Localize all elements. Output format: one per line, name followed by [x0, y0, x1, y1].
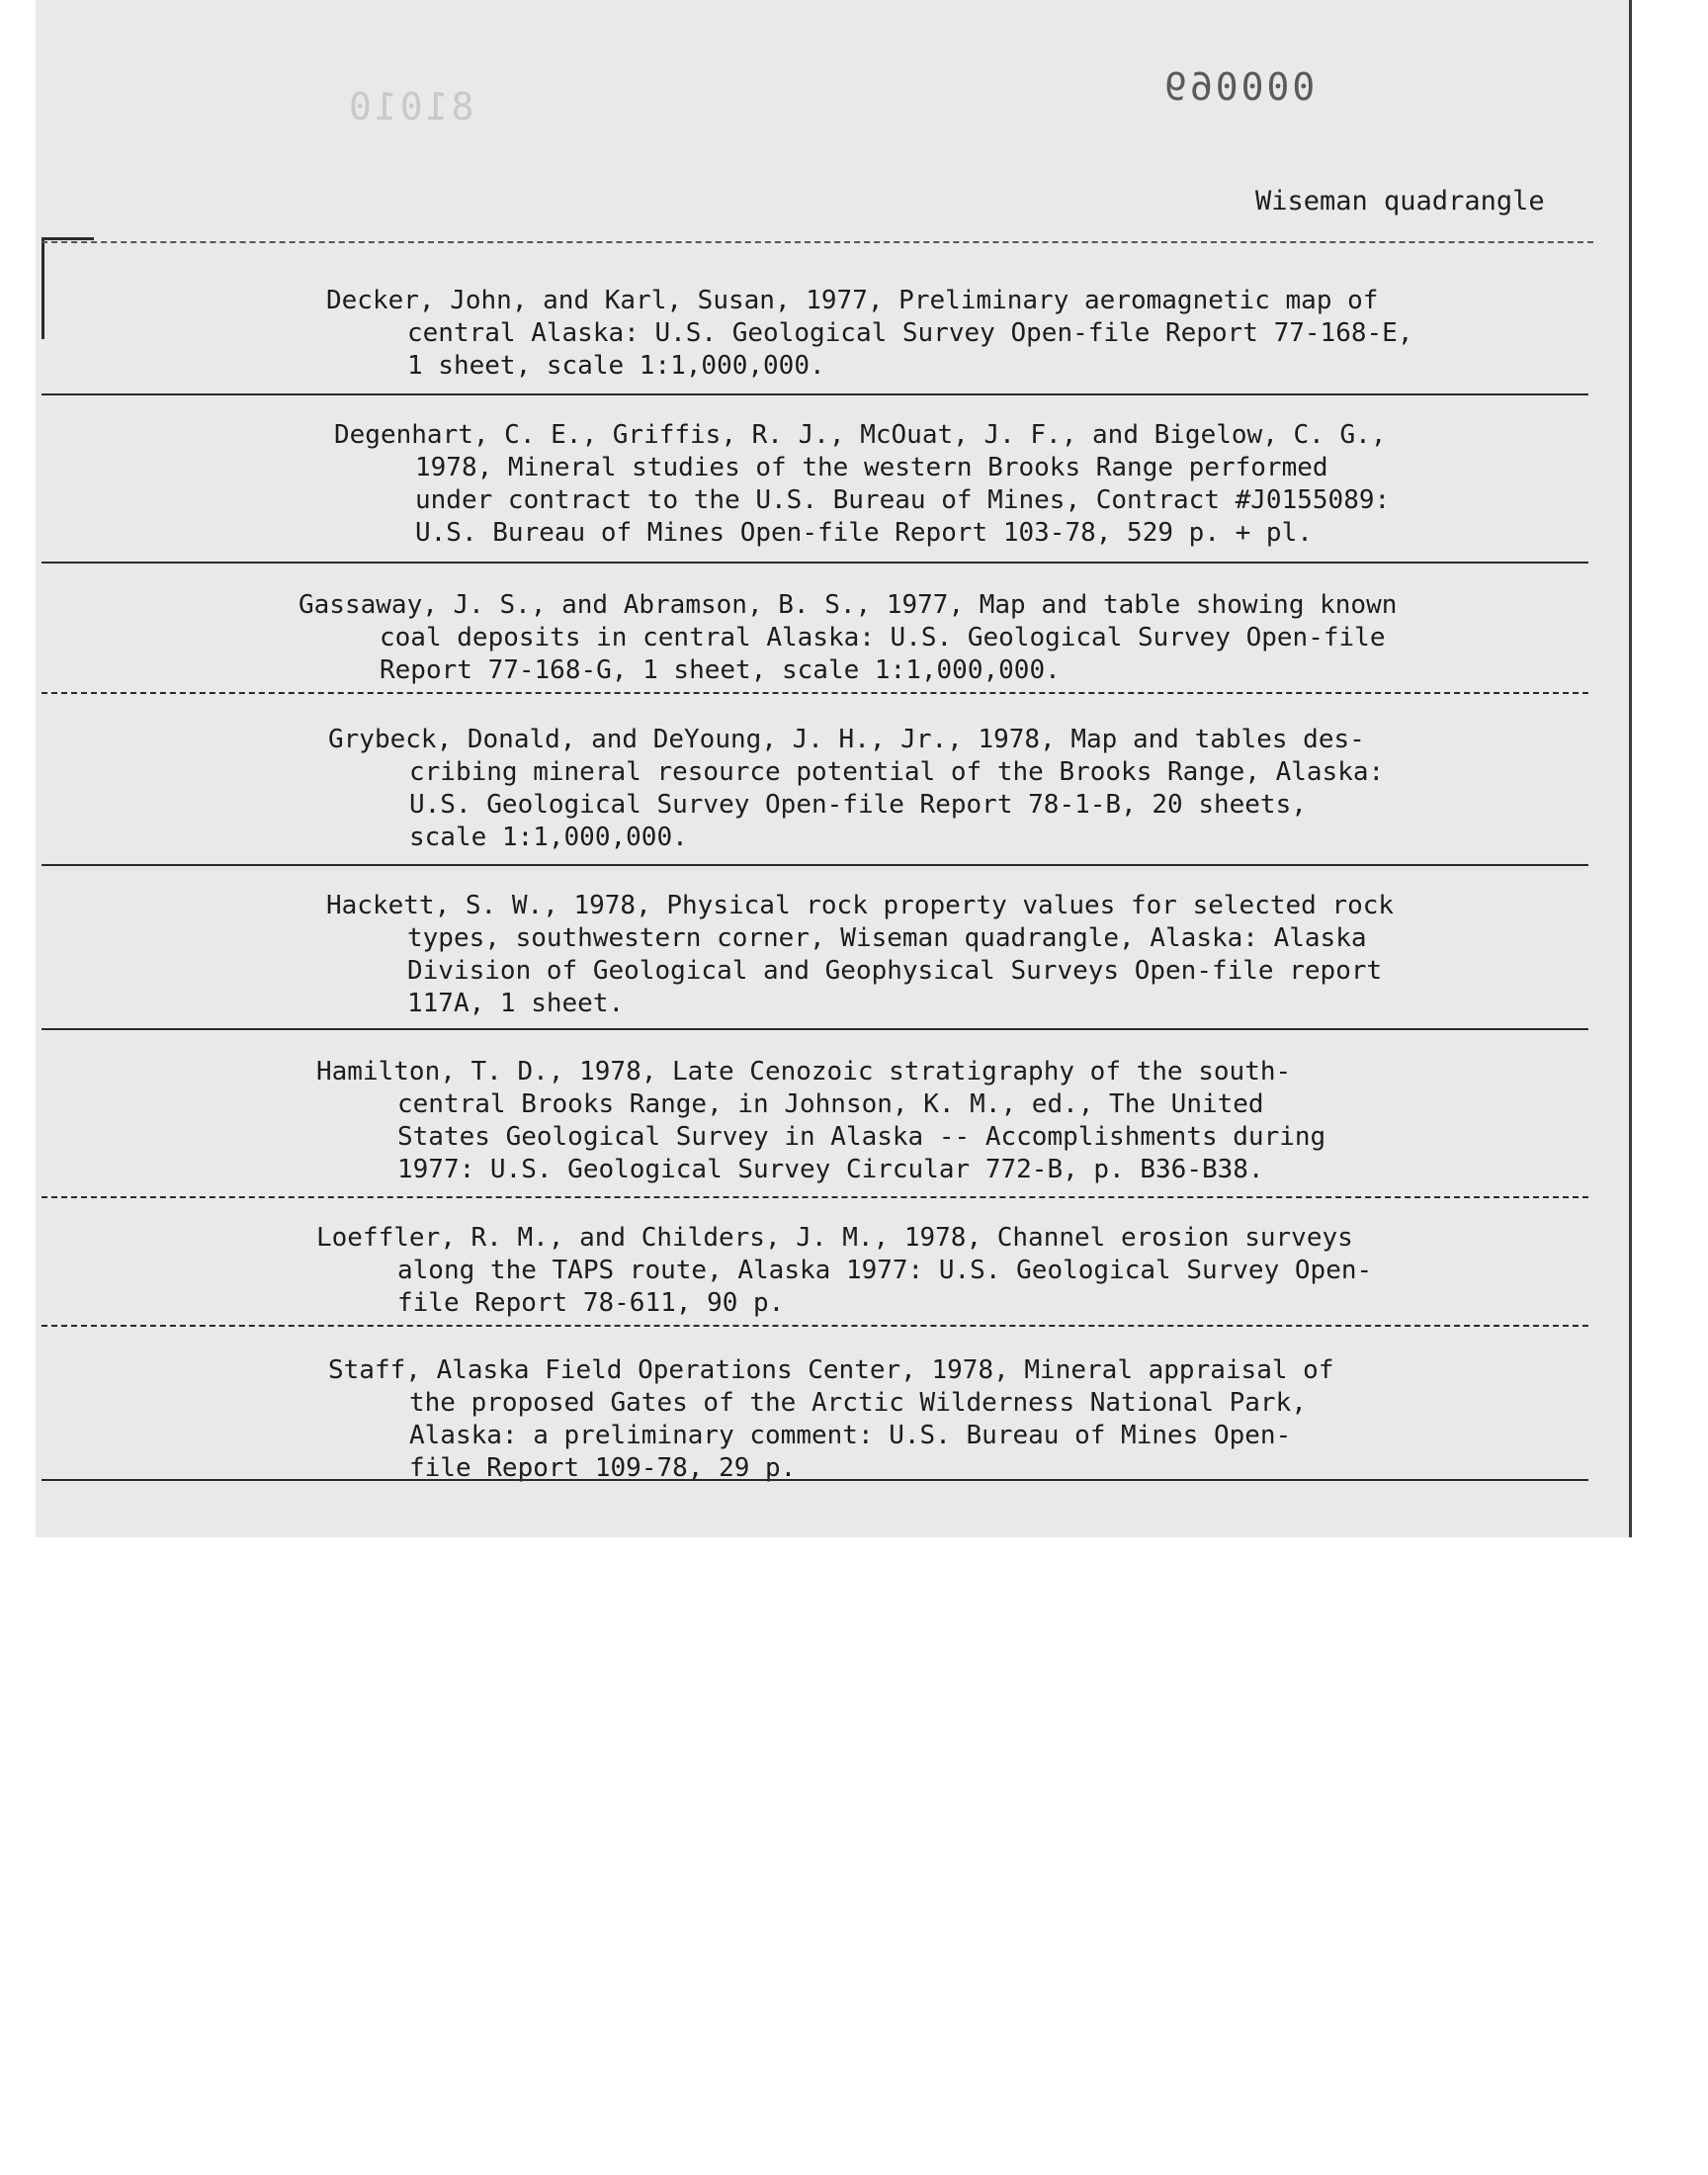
reference-line: under contract to the U.S. Bureau of Mines, Contract #J0155089: — [415, 485, 1391, 515]
reference-line: file Report 78-611, 90 p. — [397, 1288, 785, 1318]
reference-line: States Geological Survey in Alaska -- Accomplishments during — [397, 1122, 1326, 1152]
reference-line: Report 77-168-G, 1 sheet, scale 1:1,000,000. — [380, 655, 1061, 685]
reference-line: central Brooks Range, in Johnson, K. M., ed., The United — [397, 1089, 1264, 1119]
reference-entry — [334, 419, 1390, 550]
reference-line: along the TAPS route, Alaska 1977: U.S. Geological Survey Open- — [397, 1256, 1373, 1285]
entry-divider — [42, 1479, 1588, 1481]
reference-line: 1 sheet, scale 1:1,000,000. — [407, 351, 825, 381]
reference-entry — [299, 589, 1397, 687]
reference-line: U.S. Geological Survey Open-file Report 78-1-B, 20 sheets, — [409, 790, 1307, 820]
reference-line: Staff, Alaska Field Operations Center, 1978, Mineral appraisal of — [328, 1355, 1334, 1385]
reference-line: 1978, Mineral studies of the western Brooks Range performed — [415, 453, 1328, 482]
reference-line: U.S. Bureau of Mines Open-file Report 103-78, 529 p. + pl. — [415, 518, 1313, 548]
top-divider — [42, 241, 1593, 243]
reference-line: Division of Geological and Geophysical Surveys Open-file report — [407, 956, 1383, 986]
reference-line: Hamilton, T. D., 1978, Late Cenozoic stratigraphy of the south- — [316, 1057, 1292, 1087]
entry-divider — [42, 1028, 1588, 1030]
quadrangle-label: Wiseman quadrangle — [1255, 186, 1545, 217]
reference-line: scale 1:1,000,000. — [409, 823, 688, 852]
reference-line: Alaska: a preliminary comment: U.S. Bureau of Mines Open- — [409, 1421, 1292, 1450]
reference-entry — [316, 1222, 1372, 1320]
reference-line: 117A, 1 sheet. — [407, 989, 625, 1018]
reference-entry — [326, 890, 1394, 1020]
reference-line: Hackett, S. W., 1978, Physical rock property values for selected rock — [326, 891, 1395, 920]
reference-line: Degenhart, C. E., Griffis, R. J., McOuat, J. F., and Bigelow, C. G., — [334, 420, 1387, 450]
reference-line: 1977: U.S. Geological Survey Circular 772-B, p. B36-B38. — [397, 1155, 1264, 1184]
entry-divider — [42, 1196, 1588, 1198]
document-number-stamp: 000069 — [1161, 65, 1316, 109]
entry-divider — [42, 692, 1588, 694]
reference-line: central Alaska: U.S. Geological Survey Open-file Report 77-168-E, — [407, 318, 1413, 348]
reference-line: Gassaway, J. S., and Abramson, B. S., 1977, Map and table showing known — [299, 590, 1398, 620]
entry-divider — [42, 393, 1588, 395]
reference-line: the proposed Gates of the Arctic Wilderness National Park, — [409, 1388, 1307, 1418]
bleed-through-stamp: 81010 — [346, 85, 474, 129]
reference-line: Grybeck, Donald, and DeYoung, J. H., Jr., 1978, Map and tables des- — [328, 725, 1365, 754]
reference-line: types, southwestern corner, Wiseman quadrangle, Alaska: Alaska — [407, 923, 1367, 953]
corner-bracket — [42, 237, 94, 339]
entry-divider — [42, 562, 1588, 564]
reference-entry — [328, 1354, 1333, 1485]
reference-line: Loeffler, R. M., and Childers, J. M., 1978, Channel erosion surveys — [316, 1223, 1353, 1253]
reference-line: coal deposits in central Alaska: U.S. Geological Survey Open-file — [380, 623, 1386, 652]
entry-divider — [42, 864, 1588, 866]
reference-line: Decker, John, and Karl, Susan, 1977, Preliminary aeromagnetic map of — [326, 286, 1379, 315]
entry-divider — [42, 1325, 1588, 1327]
reference-entry — [328, 724, 1384, 854]
reference-line: cribing mineral resource potential of the Brooks Range, Alaska: — [409, 757, 1385, 787]
reference-entry — [326, 285, 1412, 383]
reference-entry — [316, 1056, 1325, 1186]
reference-line: file Report 109-78, 29 p. — [409, 1453, 797, 1483]
